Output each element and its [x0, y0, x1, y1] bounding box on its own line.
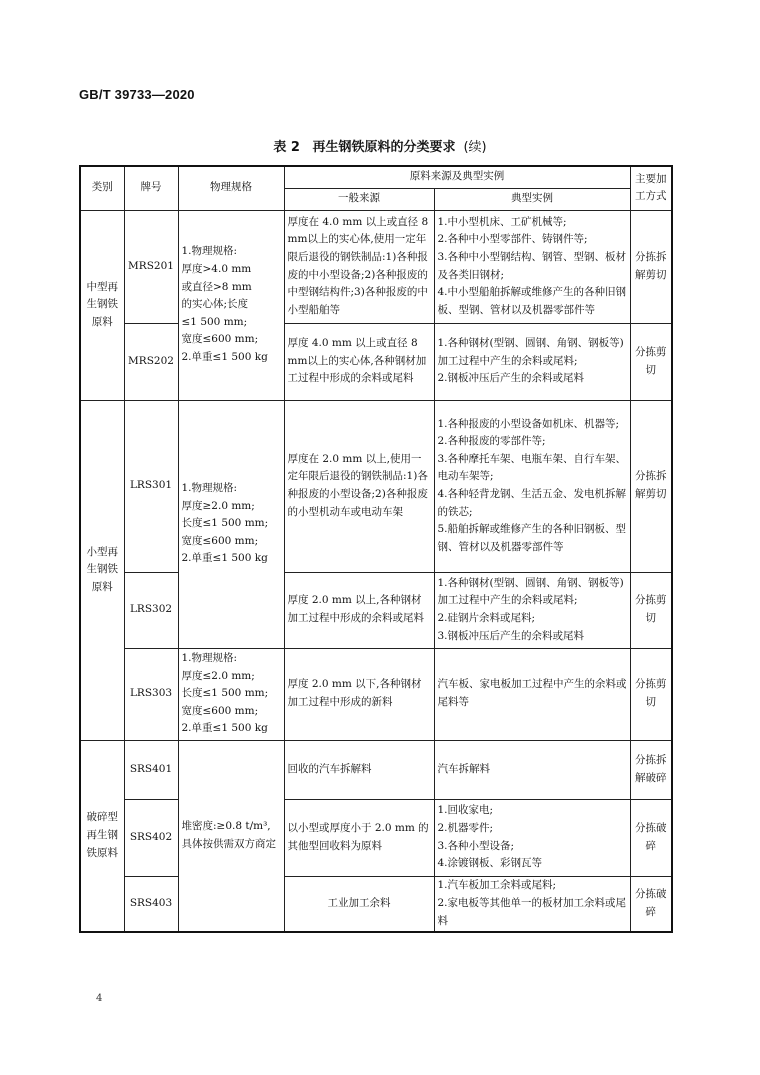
example-line: 汽车拆解料 [437, 762, 490, 775]
grade-cell: SRS402 [124, 799, 178, 876]
spec-line: 宽度≤600 mm; [181, 333, 259, 346]
example-line: 3.各种小型设备; [437, 839, 515, 852]
processing-cell: 分拣剪切 [630, 572, 672, 648]
example-line: 5.船舶拆解或维修产生的各种旧钢板、型钢、管材以及机器零部件等 [437, 523, 627, 553]
general-source-cell: 厚度在 2.0 mm 以上,使用一定年限后退役的钢铁制品:1)各种报废的小型设备;2)各种报废的小型机动车或电动车架 [284, 400, 434, 572]
spec-line: 或直径>8 mm [181, 280, 252, 293]
general-source-cell: 厚度 4.0 mm 以上或直径 8 mm以上的实心体,各种钢材加工过程中形成的余料或尾料 [284, 323, 434, 400]
example-line: 2.机器零件; [437, 821, 494, 834]
spec-line: 厚度>4.0 mm [181, 263, 252, 276]
spec-line: 1.物理规格: [181, 482, 238, 495]
example-line: 3.各种中小型钢结构、钢管、型钢、板材及各类旧钢材; [437, 250, 627, 281]
spec-line: 2.单重≤1 500 kg [181, 552, 268, 565]
processing-cell: 分拣拆解剪切 [630, 210, 672, 323]
typical-example-cell [434, 876, 630, 932]
spec-line: ≤1 500 mm; [181, 315, 248, 328]
table-caption-continued: (续) [463, 140, 487, 155]
example-line: 2.钢板冲压后产生的余料或尾料 [437, 372, 585, 385]
spec-line: 宽度≤600 mm; [181, 534, 259, 547]
category-cell: 破碎型再生钢铁原料 [80, 740, 124, 932]
table-caption-title: 再生钢铁原料的分类要求 [312, 140, 456, 155]
general-source-cell: 工业加工余料 [284, 876, 434, 932]
spec-line: 具体按供需双方商定 [181, 837, 276, 850]
typical-example-cell [434, 323, 630, 400]
spec-line: 1.物理规格: [181, 245, 238, 258]
spec-line: 长度≤1 500 mm; [181, 687, 269, 700]
grade-cell: LRS301 [124, 400, 178, 572]
header-category: 类别 [80, 166, 124, 210]
physical-spec-cell [178, 648, 284, 740]
general-source-cell: 厚度 2.0 mm 以下,各种钢材加工过程中形成的新料 [284, 648, 434, 740]
spec-line: 长度≤1 500 mm; [181, 517, 269, 530]
processing-cell: 分拣拆解破碎 [630, 740, 672, 799]
spec-line: 厚度≥2.0 mm; [181, 499, 255, 512]
example-line: 2.各种中小型零部件、铸钢件等; [437, 233, 588, 246]
processing-cell: 分拣破碎 [630, 876, 672, 932]
physical-spec-cell [178, 400, 284, 648]
processing-cell: 分拣破碎 [630, 799, 672, 876]
example-line: 1.汽车板加工余料或尾料; [437, 879, 557, 892]
grade-cell: MRS201 [124, 210, 178, 323]
general-source-cell: 以小型或厚度小于 2.0 mm 的其他型回收料为原料 [284, 799, 434, 876]
example-line: 汽车板、家电板加工过程中产生的余料或尾料等 [437, 678, 627, 708]
typical-example-cell [434, 740, 630, 799]
spec-line: 的实心体;长度 [181, 298, 249, 311]
category-cell: 中型再生钢铁原料 [80, 210, 124, 400]
header-typical-example: 典型实例 [434, 188, 630, 210]
standard-code: GB/T 39733—2020 [79, 87, 195, 102]
example-line: 1.各种报废的小型设备如机床、机器等; [437, 417, 620, 430]
general-source-cell: 厚度 2.0 mm 以上,各种钢材加工过程中形成的余料或尾料 [284, 572, 434, 648]
page-number: 4 [96, 993, 103, 1004]
processing-cell: 分拣剪切 [630, 323, 672, 400]
example-line: 4.涂镀钢板、彩钢瓦等 [437, 857, 543, 870]
header-physical-spec: 物理规格 [178, 166, 284, 210]
header-grade: 牌号 [124, 166, 178, 210]
grade-cell: LRS303 [124, 648, 178, 740]
typical-example-cell [434, 648, 630, 740]
processing-cell: 分拣剪切 [630, 648, 672, 740]
spec-line: 2.单重≤1 500 kg [181, 722, 268, 735]
grade-cell: SRS401 [124, 740, 178, 799]
example-line: 1.各种钢材(型钢、圆钢、角钢、钢板等)加工过程中产生的余料或尾料; [437, 337, 624, 367]
example-line: 1.中小型机床、工矿机械等; [437, 215, 567, 228]
header-general-source: 一般来源 [284, 188, 434, 210]
classification-table [79, 165, 673, 933]
example-line: 4.各种轻背龙钢、生活五金、发电机拆解的铁芯; [437, 488, 627, 518]
example-line: 1.回收家电; [437, 804, 494, 817]
example-line: 2.家电板等其他单一的板材加工余料或尾料 [437, 896, 627, 927]
header-source-group: 原料来源及典型实例 [284, 166, 630, 188]
physical-spec-cell [178, 210, 284, 400]
typical-example-cell [434, 210, 630, 323]
general-source-cell: 厚度在 4.0 mm 以上或直径 8 mm以上的实心体,使用一定年限后退役的钢铁制品:1)各种报废的中小型设备;2)各种报废的中型钢结构件;3)各种报废的中小型船舶等 [284, 210, 434, 323]
example-line: 3.钢板冲压后产生的余料或尾料 [437, 629, 585, 642]
typical-example-cell [434, 400, 630, 572]
spec-line: 厚度≤2.0 mm; [181, 669, 255, 682]
spec-line: 2.单重≤1 500 kg [181, 350, 268, 363]
processing-cell: 分拣拆解剪切 [630, 400, 672, 572]
general-source-cell: 回收的汽车拆解料 [284, 740, 434, 799]
spec-line: 宽度≤600 mm; [181, 704, 259, 717]
spec-line: 堆密度:≥0.8 t/m³, [181, 820, 271, 833]
header-processing: 主要加工方式 [630, 166, 672, 210]
example-line: 4.中小型船舶拆解或维修产生的各种旧钢板、型钢、管材以及机器零部件等 [437, 286, 627, 316]
physical-spec-cell [178, 740, 284, 932]
grade-cell: LRS302 [124, 572, 178, 648]
category-cell: 小型再生钢铁原料 [80, 400, 124, 740]
table-caption [0, 136, 760, 155]
example-line: 1.各种钢材(型钢、圆钢、角钢、钢板等)加工过程中产生的余料或尾料; [437, 576, 624, 607]
table-caption-label: 表 2 [273, 140, 300, 155]
typical-example-cell [434, 799, 630, 876]
spec-line: 1.物理规格: [181, 652, 238, 665]
grade-cell: MRS202 [124, 323, 178, 400]
example-line: 2.各种报废的零部件等; [437, 435, 546, 448]
typical-example-cell [434, 572, 630, 648]
example-line: 2.硅钢片余料或尾料; [437, 612, 536, 624]
grade-cell: SRS403 [124, 876, 178, 932]
example-line: 3.各种摩托车架、电瓶车架、自行车架、电动车架等; [437, 452, 627, 483]
